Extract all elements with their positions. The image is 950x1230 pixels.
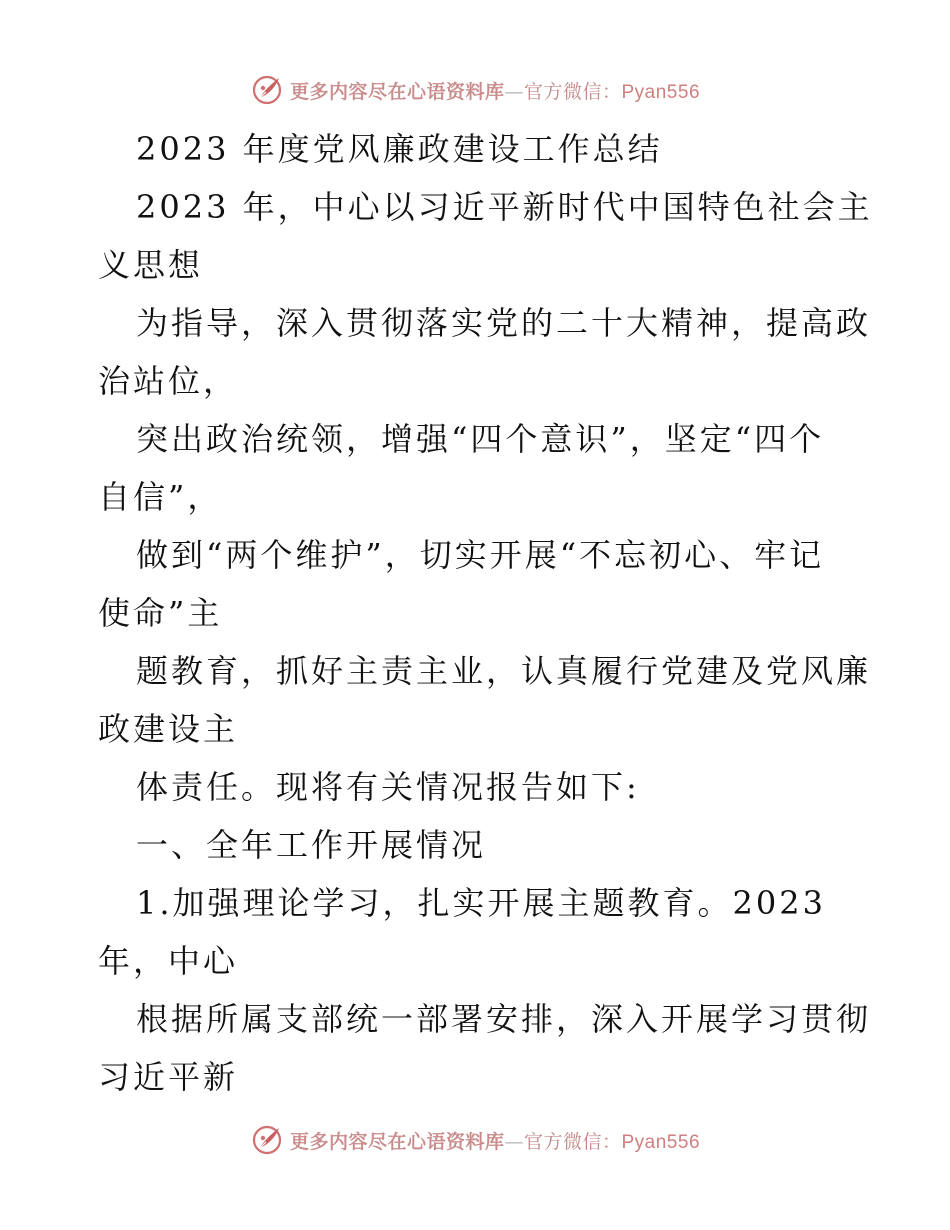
footer-watermark-banner	[0, 1120, 950, 1160]
watermark-main-text: 更多内容尽在心语资料库	[289, 1130, 505, 1153]
header-watermark-banner	[0, 70, 950, 110]
watermark-account: Pyan556	[621, 81, 701, 103]
body-text-line: 根据所属支部统一部署安排，深入开展学习贯彻	[136, 1000, 872, 1038]
watermark-account: Pyan556	[621, 1131, 701, 1153]
body-text-line: 自信”，	[98, 478, 223, 516]
body-text-line: 2023 年，中心以习近平新时代中国特色社会主	[136, 188, 873, 226]
quill-pen-circle-logo-icon	[250, 1123, 284, 1157]
body-text-line: 突出政治统领，增强“四个意识”，坚定“四个	[136, 420, 825, 458]
watermark-text	[290, 77, 700, 104]
watermark-text	[290, 1127, 700, 1154]
body-text-line: 1.加强理论学习，扎实开展主题教育。2023	[136, 884, 826, 922]
body-text-line: 义思想	[98, 246, 204, 284]
body-text-line: 使命”主	[98, 594, 223, 632]
document-body	[98, 120, 873, 1106]
quill-pen-circle-logo-icon	[250, 73, 284, 107]
body-text-line: 年，中心	[98, 942, 239, 980]
document-title: 2023 年度党风廉政建设工作总结	[136, 130, 663, 168]
watermark-main-text: 更多内容尽在心语资料库	[289, 80, 505, 103]
watermark-label: 官方微信：	[523, 80, 622, 103]
watermark-separator: —	[504, 80, 524, 103]
body-text-line: 题教育，抓好主责主业，认真履行党建及党风廉	[136, 652, 872, 690]
watermark-label: 官方微信：	[523, 1130, 622, 1153]
body-text-line: 为指导，深入贯彻落实党的二十大精神，提高政	[136, 304, 872, 342]
body-text-line: 政建设主	[98, 710, 239, 748]
body-text-line: 习近平新	[98, 1058, 239, 1096]
body-text-line: 体责任。现将有关情况报告如下:	[136, 768, 640, 806]
watermark-separator: —	[504, 1130, 524, 1153]
body-text-line: 一、全年工作开展情况	[136, 826, 487, 864]
body-text-line: 治站位，	[98, 362, 239, 400]
body-text-line: 做到“两个维护”，切实开展“不忘初心、牢记	[136, 536, 825, 574]
